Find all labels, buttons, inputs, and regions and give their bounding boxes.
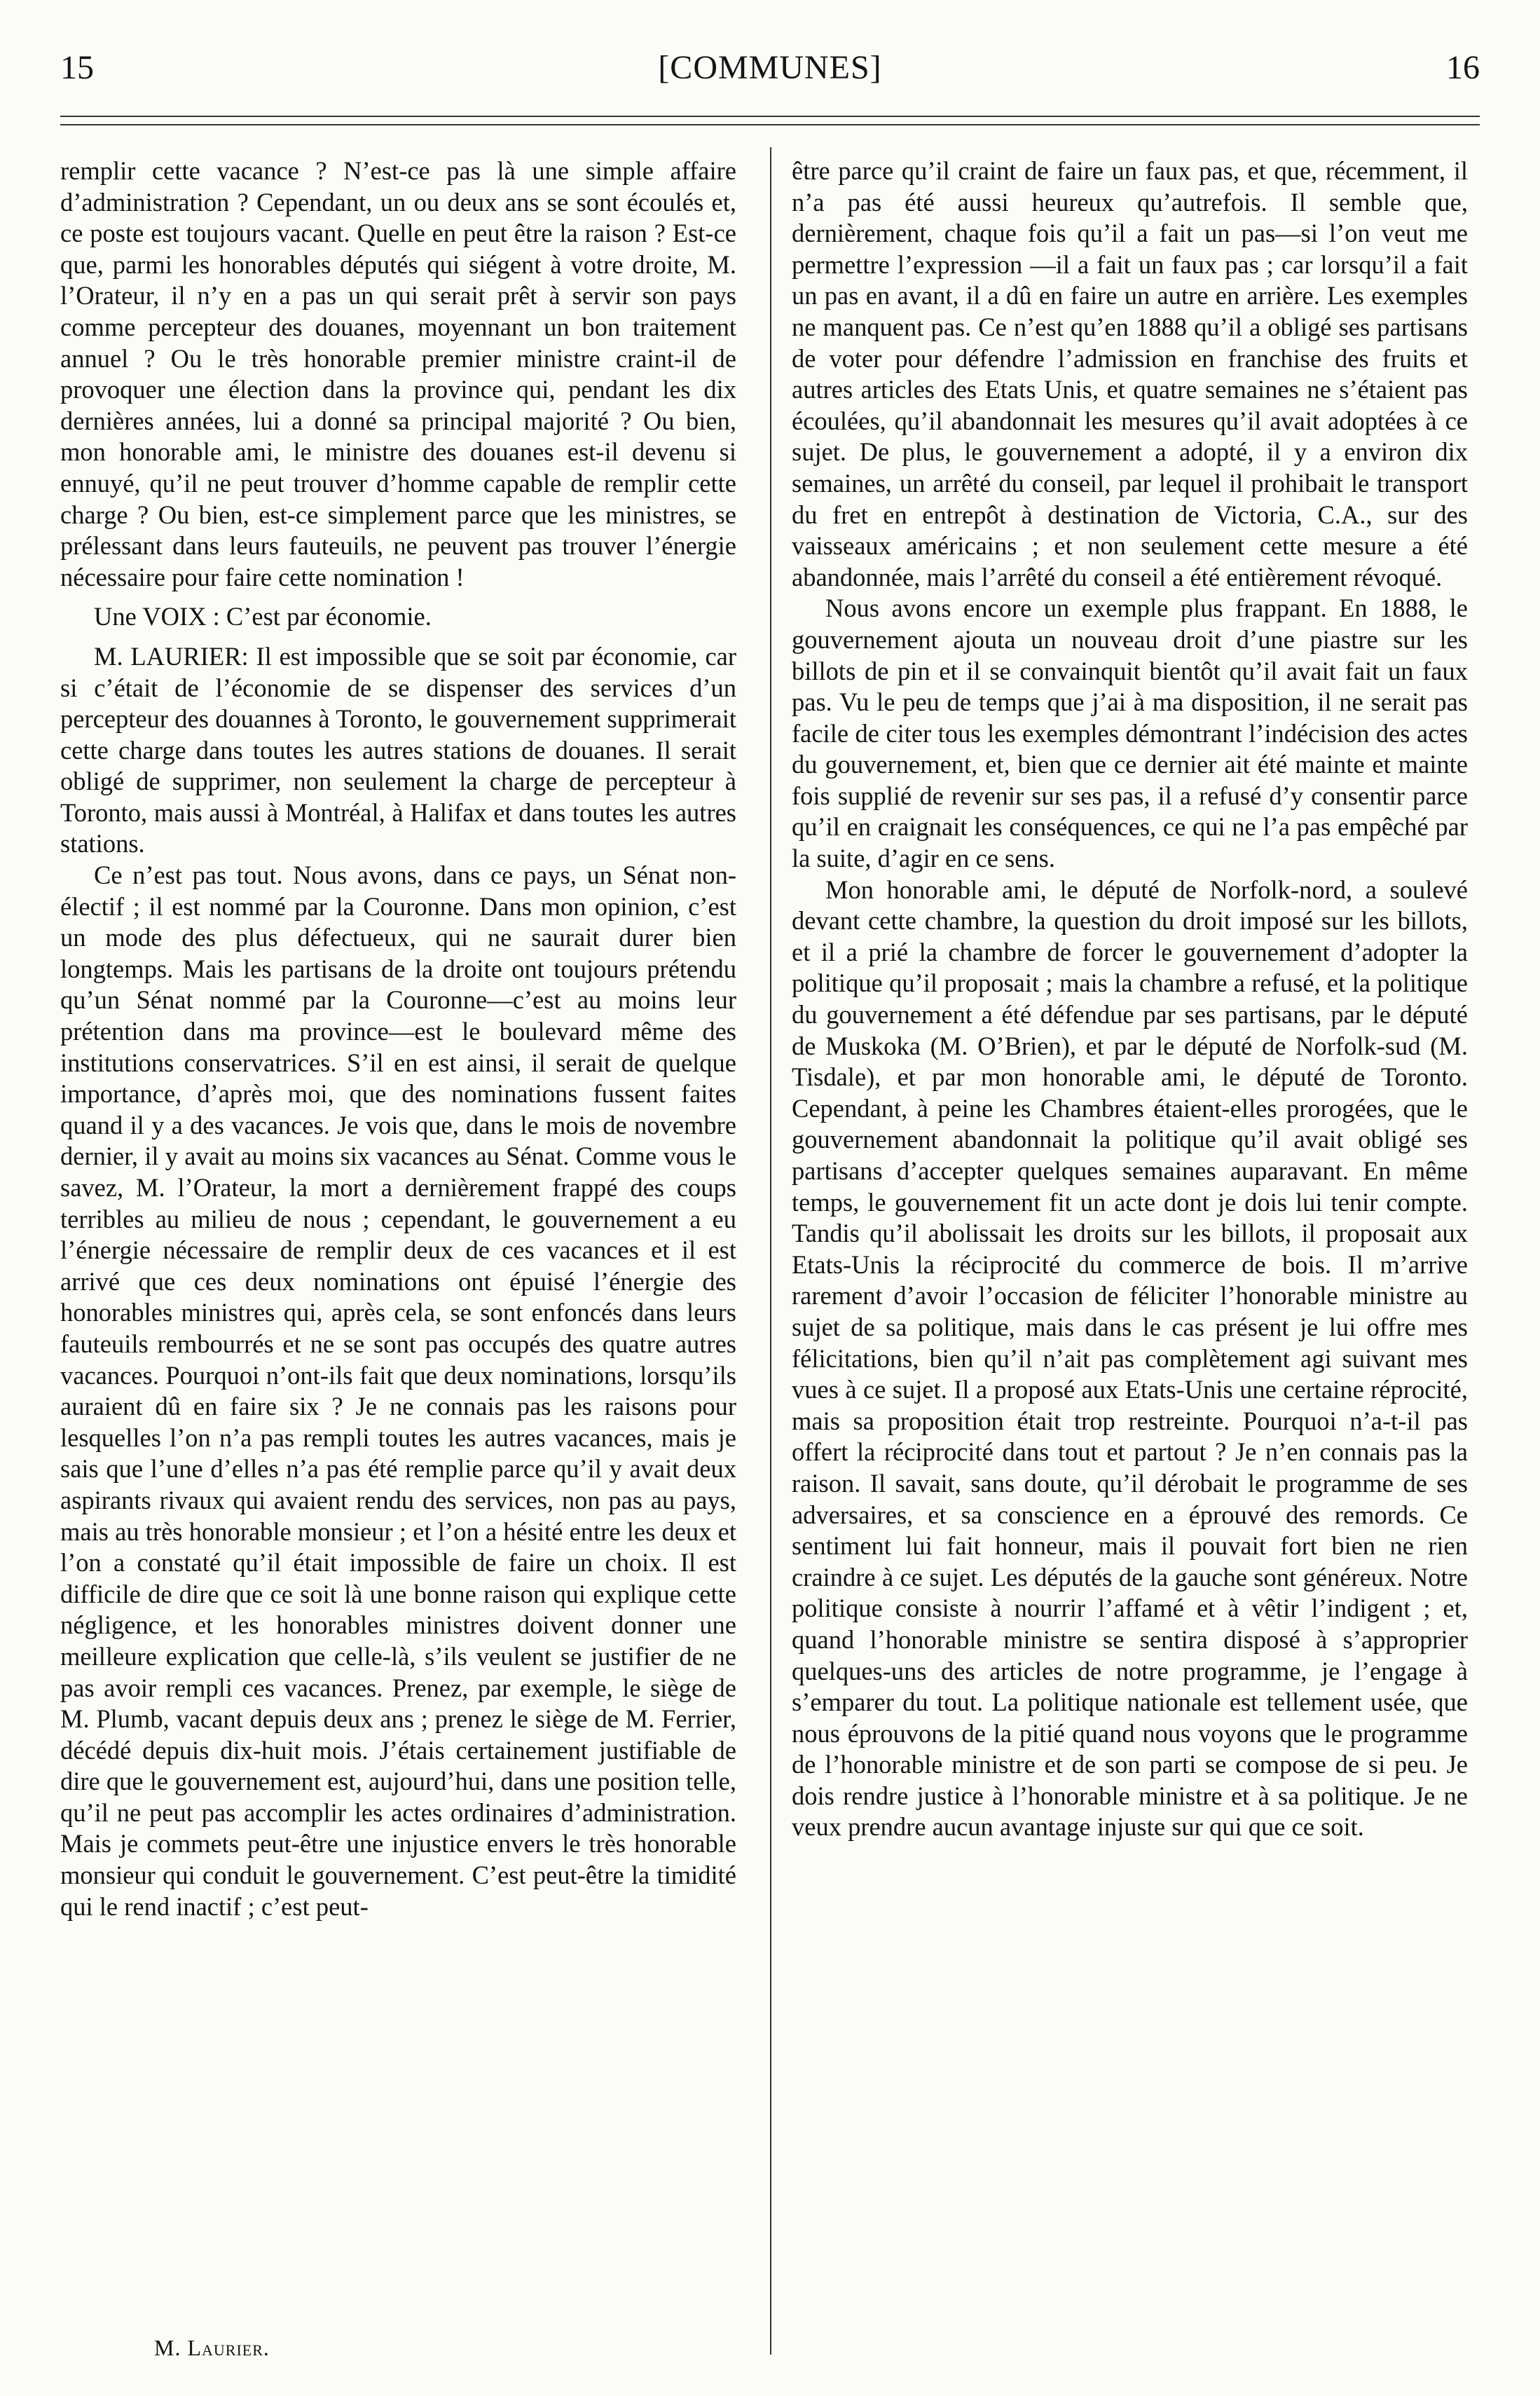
page-number-right: 16	[1446, 49, 1480, 86]
speaker-name: M. LAURIER:	[94, 641, 249, 671]
paragraph: Ce n’est pas tout. Nous avons, dans ce pays, un Sénat non-électif ; il est nommé par la Couronne. Dans mon opinion, c’est un mode des plus défectueux, qui ne saurait durer bien longtemps. Mais les partisans de la droite ont toujours prétendu qu’un Sénat nommé par la Couronne—c’est au moins leur prétention dans ma province—est le boulevard même des institutions conservatrices. S’il en est ainsi, il serait de quelque importance, d’après moi, que des nominations fussent faites quand il y a des vacances. Je vois que, dans le mois de novembre dernier, il y avait au moins six vacances au Sénat. Comme vous le savez, M. l’Orateur, la mort a dernièrement frappé des coups terribles au milieu de nous ; cependant, le gouvernement a eu l’énergie nécessaire de remplir deux de ces vacances et il est arrivé que ces deux nominations ont épuisé l’énergie des honorables ministres qui, après cela, se sont enfoncés dans leurs fauteuils rembourrés et ne se sont pas occupés des quatre autres vacances. Pourquoi n’ont-ils fait que deux nominations, lorsqu’ils auraient dû en faire six ? Je ne connais pas les raisons pour lesquelles l’on n’a pas rempli toutes les autres vacances, mais je sais que l’une d’elles n’a pas été remplie parce qu’il y avait deux aspirants rivaux qui avaient rendu des services, non pas au pays, mais au très honorable monsieur ; et l’on a hésité entre les deux et l’on a constaté qu’il était impossible de faire un choix. Il est difficile de dire que ce soit là une bonne raison qui explique cette négligence, et les honorables ministres doivent donner une meilleure explication que celle-là, s’ils veulent se justifier de ne pas avoir rempli ces vacances. Prenez, par exemple, le siège de M. Plumb, vacant depuis deux ans ; prenez le siège de M. Ferrier, décédé depuis dix-huit mois. J’étais certainement justifiable de dire que le gouvernement est, aujourd’hui, dans une position telle, qu’il ne peut pas accomplir les actes ordinaires d’administration. Mais je commets peut-être une injustice envers le très honorable monsieur qui conduit le gouvernement. C’est peut-être la timidité qui le rend inactif ; c’est peut-	[60, 861, 736, 1921]
column-divider	[770, 147, 771, 2355]
paragraph-speech	[60, 641, 736, 860]
header-rule-bottom	[60, 124, 1480, 125]
paragraph: remplir cette vacance ? N’est-ce pas là une simple affaire d’administration ? Cependant, un ou deux ans se sont écoulés et, ce poste est toujours vacant. Quelle en peut être la raison ? Est-ce que, parmi les honorables députés qui siégent à votre droite, M. l’Orateur, il n’y en a pas un qui serait prêt à servir son pays comme percepteur des douanes, moyennant un bon traitement annuel ? Ou le très honorable premier ministre craint-il de provoquer une élection dans la province qui, pendant les dix dernières années, lui a donné sa principal majorité ? Ou bien, mon honorable ami, le ministre des douanes est-il devenu si ennuyé, qu’il ne peut trouver d’homme capable de remplir cette charge ? Ou bien, est-ce simplement parce que les ministres, se prélessant dans leurs fauteuils, ne peuvent pas trouver l’énergie nécessaire pour faire cette nomination !	[60, 156, 736, 591]
paragraph-interjection	[60, 601, 736, 633]
paragraph: Nous avons encore un exemple plus frappant. En 1888, le gouvernement ajouta un nouveau droit d’une piastre sur les billots de pin et il se convainquit bientôt qu’il avait fait un faux pas. Vu le peu de temps que j’ai à ma disposition, il ne serait pas facile de citer tous les exemples démontrant l’indécision des actes du gouvernement, et, bien que ce dernier ait été mainte et mainte fois supplié de revenir sur ses pas, il a refusé d’y consentir parce qu’il en craignait les conséquences, ce qui ne l’a pas empêché par la suite, d’agir en ce sens.	[792, 594, 1468, 873]
footer-speaker-name: M. Laurier.	[154, 2335, 270, 2360]
right-column	[792, 156, 1468, 1843]
page-number-left: 15	[60, 49, 94, 86]
header-rule-top	[60, 116, 1480, 117]
running-title: [COMMUNES]	[658, 49, 882, 86]
paragraph: Mon honorable ami, le député de Norfolk-nord, a soulevé devant cette chambre, la question du droit imposé sur les billots, et il a prié la chambre de forcer le gouvernement d’adopter la politique qu’il proposait ; mais la chambre a refusé, et la politique du gouvernement a été défendue par ses partisans, par le député de Muskoka (M. O’Brien), et par le député de Norfolk-sud (M. Tisdale), et par mon honorable ami, le député de Toronto. Cependant, à peine les Chambres étaient-elles prorogées, que le gouvernement abandonnait la politique qu’il avait obligé ses partisans d’accepter quelques semaines auparavant. En même temps, le gouvernement fit un acte dont je dois lui tenir compte. Tandis qu’il abolissait les droits sur les billots, il proposait aux Etats-Unis la réciprocité du commerce de bois. Il m’arrive rarement d’avoir l’occasion de féliciter l’honorable ministre au sujet de sa politique, mais dans le cas présent je lui offre mes félicitations, bien qu’il n’ait pas complètement agi suivant mes vues à ce sujet. Il a proposé aux Etats-Unis une certaine réprocité, mais sa proposition était trop restreinte. Pourquoi n’a-t-il pas offert la réciprocité dans tout et partout ? Je n’en connais pas la raison. Il savait, sans doute, qu’il dérobait le programme de ses adversaires, et sa conscience en a éprouvé des remords. Ce sentiment lui fait honneur, mais il pouvait fort bien ne rien craindre à ce sujet. Les députés de la gauche sont généreux. Notre politique consiste à nourrir l’affamé et à vêtir l’indigent ; et, quand l’honorable ministre se sentira disposé à s’approprier quelques-uns des articles de notre programme, je l’engage à s’emparer du tout. La politique nationale est tellement usée, que nous éprouvons de la pitié quand nous voyons que le programme de l’honorable ministre et de son parti se compose de si peu. Je dois rendre justice à l’honorable ministre et à sa politique. Je ne veux prendre aucun avantage injuste sur qui que ce soit.	[792, 875, 1468, 1842]
left-column	[60, 156, 736, 1922]
speech-text: Il est impossible que se soit par économie, car si c’était de l’économie de se dispenser des services d’un percepteur des douannes à Toronto, le gouvernement supprimerait cette charge dans toutes les autres stations de douanes. Il serait obligé de supprimer, non seulement la charge de percepteur à Toronto, mais aussi à Montréal, à Halifax et dans toutes les autres stations.	[60, 641, 736, 858]
page-header	[60, 43, 1480, 93]
speech-text: C’est par économie.	[219, 602, 432, 631]
speaker-name: Une VOIX :	[94, 602, 220, 631]
paragraph: être parce qu’il craint de faire un faux pas, et que, récemment, il n’a pas été aussi heureux qu’autrefois. Il semble que, dernièrement, chaque fois qu’il a fait un pas—si l’on veut me permettre l’expression —il a fait un faux pas ; car lorsqu’il a fait un pas en avant, il a dû en faire un autre en arrière. Les exemples ne manquent pas. Ce n’est qu’en 1888 qu’il a obligé ses partisans de voter pour défendre l’admission en franchise des fruits et autres articles des Etats Unis, et quatre semaines ne s’étaient pas écoulées, qu’il abandonnait les mesures qu’il avait adoptées à ce sujet. De plus, le gouvernement a adopté, il y a environ dix semaines, un arrêté du conseil, par lequel il prohibait le transport du fret en entrepôt à destination de Victoria, C.A., sur des vaisseaux américains ; et non seulement cette mesure a été abandonnée, mais l’arrêté du conseil a été entièrement révoqué.	[792, 156, 1468, 591]
